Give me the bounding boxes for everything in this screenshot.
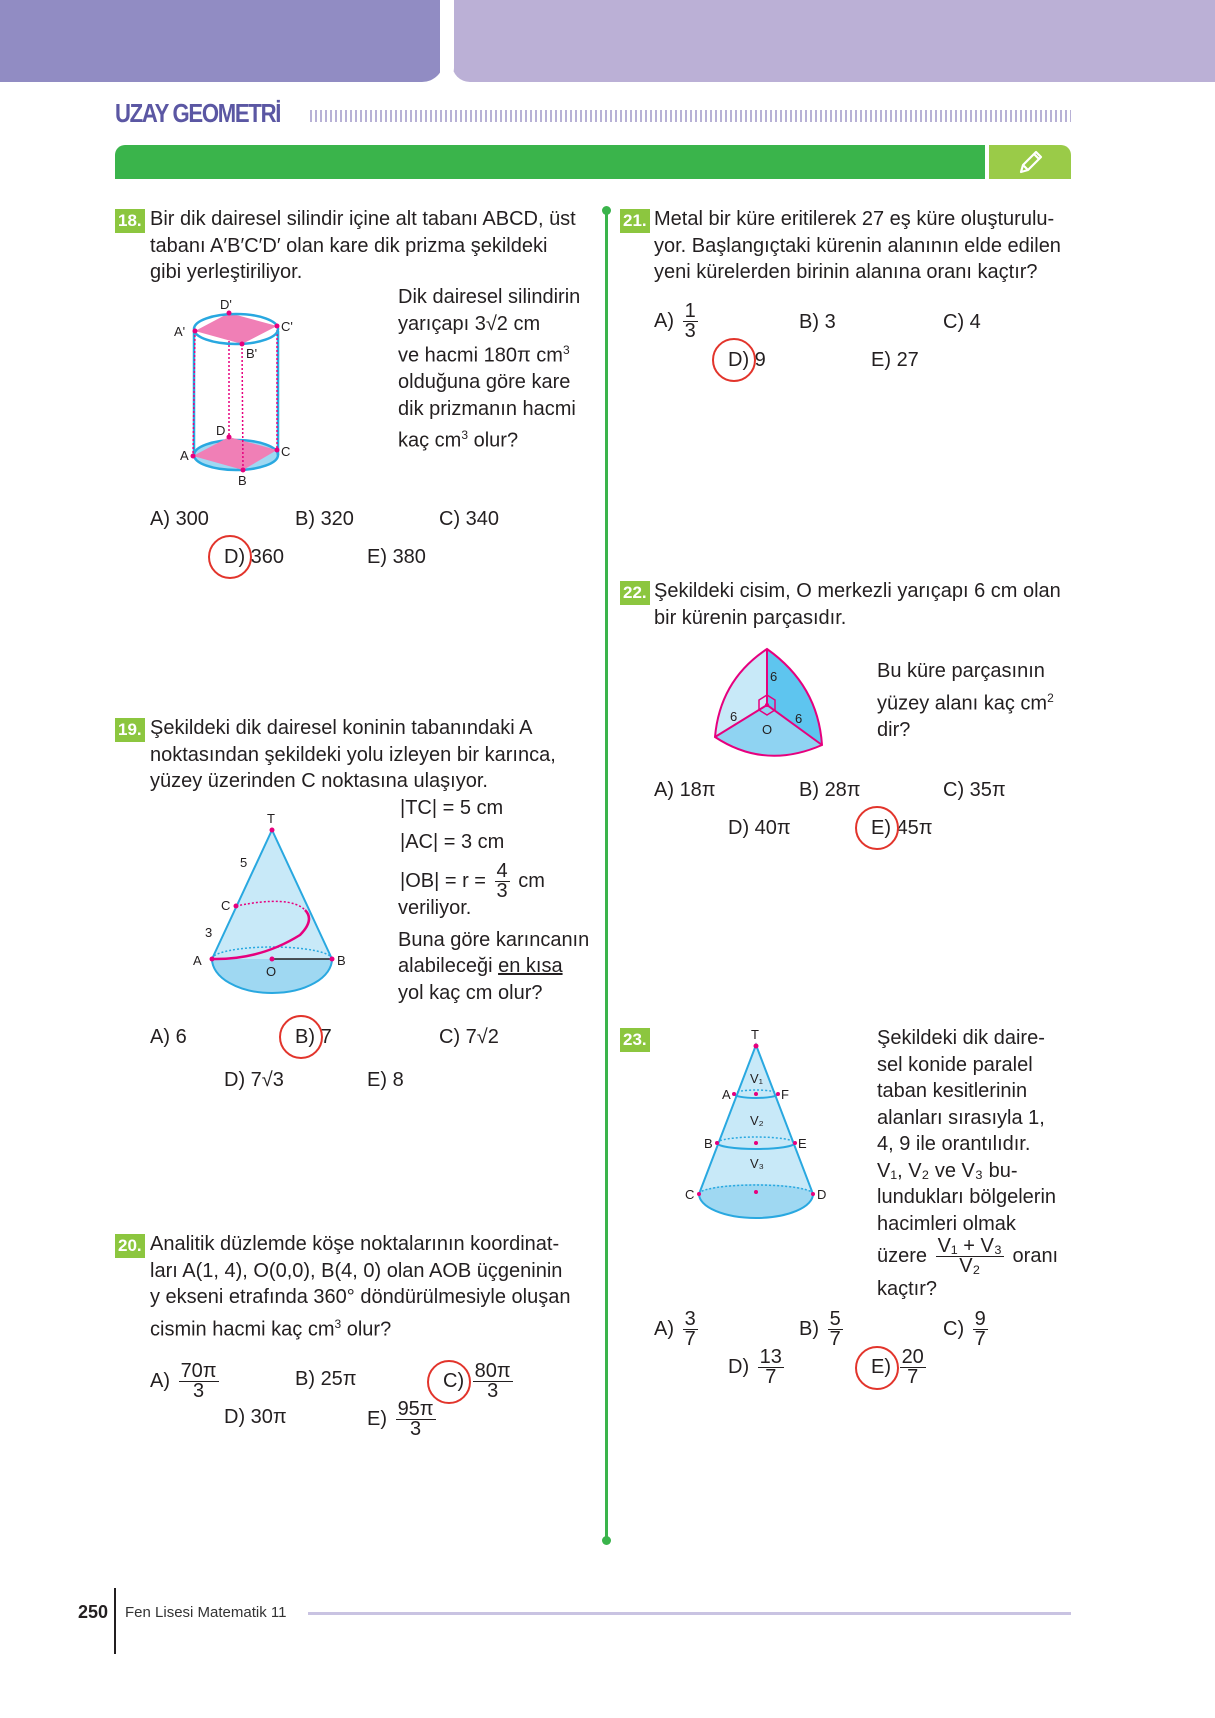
option-c[interactable]: C) 35π [943,779,1006,801]
text-line: ları A(1, 4), O(0,0), B(4, 0) olan AOB üçgeninin [150,1259,563,1282]
label-c: C [685,1187,695,1202]
text-line: 4, 9 ile orantılıdır. [877,1133,1031,1155]
label-d: D [817,1187,827,1202]
option-b[interactable]: B) 3 [799,311,836,333]
q22-side-text [877,658,1054,743]
section-bar [115,145,985,179]
option-d[interactable]: D) 7√3 [224,1069,284,1091]
option-d[interactable]: D) $\frac{13}{7}$ [728,1346,782,1388]
question-number-20: 20. [115,1234,145,1258]
label-b: B [704,1136,713,1151]
header-band-gap [440,0,454,82]
text-line: dir? [877,718,911,741]
label-6-left: 6 [730,709,738,724]
text-line: Şekildeki cisim, O merkezli yarıçapı 6 cm olan [654,580,1061,602]
text-line: yüzey üzerinden C noktasına ulaşıyor. [150,770,488,792]
label-6-right: 6 [795,711,803,726]
answer-circle [855,1346,899,1390]
text-line: olduğuna göre kare [398,371,571,394]
given-ac: |AC| = 3 cm [400,831,505,853]
option-a[interactable]: A) 300 [150,508,209,530]
option-e[interactable]: E) $\frac{95\pi}{3}$ [367,1398,434,1440]
cylinder-prism-figure [160,290,300,495]
text-line: cismin hacmi kaç $cm^3$ olur? [150,1316,392,1341]
label-t: T [751,1027,759,1042]
option-e-marked[interactable]: E) 45π [871,815,933,841]
option-c[interactable]: C) 7√2 [439,1026,499,1048]
cone-figure [190,810,355,1010]
q18-side-text [398,284,580,454]
text-line: Şekildeki dik dairesel koninin tabanındaki A [150,717,533,739]
q21-text [654,206,1061,286]
label-v2: V₂ [750,1113,764,1128]
option-c[interactable]: C) 340 [439,508,500,530]
q18-text [150,206,576,286]
text-line: bir kürenin parçasıdır. [654,606,847,629]
column-divider [605,212,608,1540]
text-line: yor. Başlangıçtaki kürenin alanının elde edilen [654,234,1061,257]
text-line: noktasından şekildeki yolu izleyen bir karınca, [150,743,556,766]
question-number-22: 22. [620,581,650,605]
label-b-prime: B' [246,346,258,361]
text-line: y ekseni etrafında 360° döndürülmesiyle oluşan [150,1286,571,1308]
label-f: F [781,1087,789,1102]
text-line: Şekildeki dik daire- [877,1027,1045,1049]
exponent: 3 [461,428,469,443]
text-line: gibi yerleştiriliyor. [150,261,303,283]
option-a[interactable]: A) $\frac{70\pi}{3}$ [150,1360,217,1402]
label-5: 5 [240,855,248,870]
text-line [398,337,580,369]
label-t: T [267,811,275,826]
text-line: tabanı A′B′C′D′ olan kare dik prizma şekildeki [150,234,548,257]
label-a-prime: A' [174,324,186,339]
ratio-line: üzere $\frac{\text{V₁ + V₃}}{\text{V₂}}$ oranı [877,1235,1059,1277]
option-d-marked[interactable]: D) 360 [224,544,284,570]
label-v1: V₁ [750,1071,764,1086]
text-line: dik prizmanın hacmi [398,397,576,420]
footer-rule [308,1612,1071,1615]
option-b[interactable]: B) $\frac{5}{7}$ [799,1308,841,1350]
text-line: Bir dik dairesel silindir içine alt tabanı ABCD, üst [150,208,576,230]
q23-side-text [877,1025,1058,1303]
question-number-21: 21. [620,209,650,233]
chapter-title: UZAY GEOMETRİ [115,98,281,128]
option-e[interactable]: E) 27 [871,349,919,371]
header-band-right [452,0,1215,82]
text-line: yüzey alanı kaç $cm^2$ [877,690,1054,715]
label-d-prime: D' [220,297,232,312]
label-a: A [193,953,202,968]
option-d-marked[interactable]: D) 9 [728,347,766,373]
option-a[interactable]: A) $\frac{1}{3}$ [654,300,696,342]
answer-circle [712,338,756,382]
question-number-18: 18. [115,209,145,233]
text-line: hacimleri olmak [877,1212,1016,1235]
label-o: O [762,722,773,737]
text: kaç cm [398,429,462,452]
text: olur? [473,429,519,452]
text-line: Analitik düzlemde köşe noktalarının koordinat- [150,1233,560,1255]
pencil-icon [989,145,1071,179]
title-tick-rule [310,110,1071,122]
option-b-marked[interactable]: B) 7 [295,1024,332,1050]
page-number: 250 [78,1602,109,1622]
given-tc: |TC| = 5 cm [400,797,504,819]
label-d: D [216,423,226,438]
exponent: 3 [562,343,570,357]
text-line: Metal bir küre eritilerek 27 eş küre oluşturulu- [654,208,1055,230]
answer-circle [855,806,899,850]
question-number-19: 19. [115,718,145,742]
label-c-prime: C' [281,319,293,334]
option-b[interactable]: B) 320 [295,508,354,530]
given-ob: |OB| = r = $\frac{4}{3}$ cm [400,860,545,902]
label-a: A [180,448,189,463]
header-band-left [0,0,444,82]
label-o: O [266,964,277,979]
answer-circle [279,1015,323,1059]
text-line: sel konide paralel [877,1053,1033,1076]
q19-text [150,715,556,795]
label-6-top: 6 [770,669,778,684]
q22-text [654,578,1061,631]
text-line: taban kesitlerinin [877,1080,1028,1102]
text: ve hacmi 180π cm [398,344,563,367]
q20-text [150,1231,570,1343]
option-d[interactable]: D) 30π [224,1406,287,1428]
text-line: lundukları bölgelerin [877,1186,1057,1208]
option-e[interactable]: E) 380 [367,546,426,568]
divider-dot-bottom [602,1536,611,1545]
answer-circle [208,535,252,579]
label-3: 3 [205,925,213,940]
option-b[interactable]: B) 25π [295,1368,357,1390]
option-a[interactable]: A) $\frac{3}{7}$ [654,1308,696,1350]
text-line: Buna göre karıncanın [398,928,590,951]
truncated-cone-figure [680,1025,835,1225]
option-c-marked[interactable]: C) $\frac{80\pi}{3}$ [443,1362,516,1401]
option-a[interactable]: A) 6 [150,1026,187,1048]
text-line: yeni kürelerden birinin alanına oranı kaçtır? [654,261,1038,283]
label-c: C [281,444,291,459]
text-line: kaçtır? [877,1278,938,1300]
option-e[interactable]: E) 8 [367,1069,404,1091]
book-title: Fen Lisesi Matematik 11 [125,1604,287,1621]
sphere-part-figure [705,640,835,765]
question-number-23: 23. [620,1028,650,1052]
footer-divider [114,1588,116,1654]
divider-dot-top [602,206,611,215]
label-v3: V₃ [750,1156,764,1171]
label-b: B [238,473,247,488]
text-line: alanları sırasıyla 1, [877,1106,1045,1129]
option-b[interactable]: B) 28π [799,779,861,801]
label-b: B [337,953,346,968]
option-d[interactable]: D) 40π [728,817,791,839]
text-line [398,422,580,454]
label-e: E [798,1136,807,1151]
text-line: V₁, V₂ ve V₃ bu- [877,1159,1018,1182]
label-a: A [722,1087,731,1102]
text-line: alabileceği en kısa [398,955,563,977]
text-line: veriliyor. [398,897,472,919]
label-c: C [221,898,231,913]
text-line: Dik dairesel silindirin [398,286,581,308]
q19-question [398,895,589,1006]
option-c[interactable]: C) 4 [943,311,981,333]
text-line: yarıçapı 3√2 cm [398,312,541,335]
text-line: Bu küre parçasının [877,660,1045,682]
option-c[interactable]: C) $\frac{9}{7}$ [943,1308,986,1350]
option-a[interactable]: A) 18π [654,779,716,801]
text-line: yol kaç cm olur? [398,981,543,1004]
option-e-marked[interactable]: E) $\frac{20}{7}$ [871,1348,929,1387]
